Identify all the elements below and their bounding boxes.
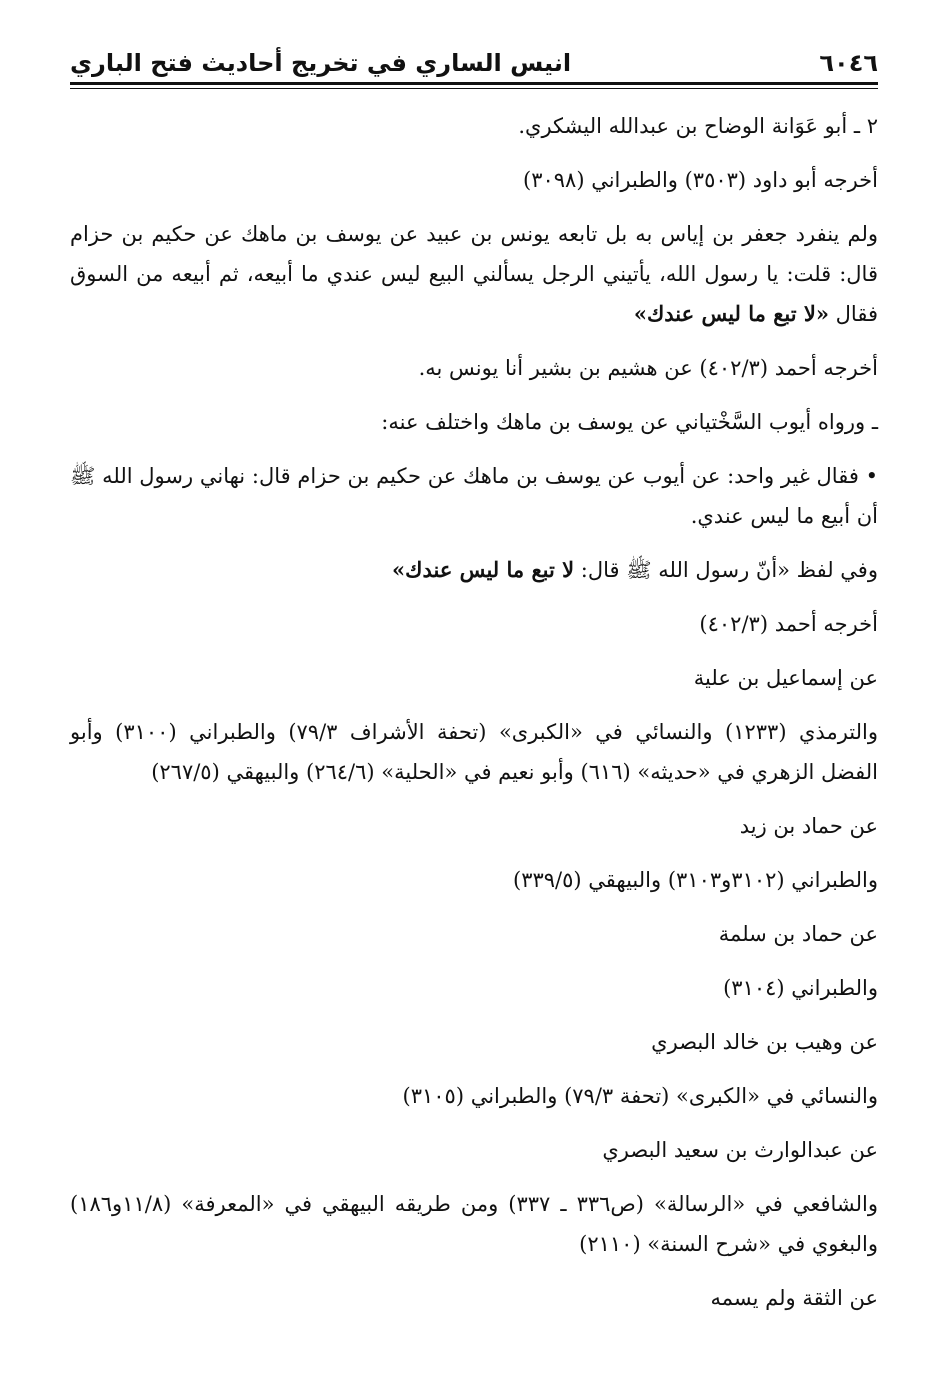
hadith-quote: لا تبع ما ليس عندك» [392, 557, 575, 582]
paragraph: عن الثقة ولم يسمه [710, 1286, 878, 1310]
header-rule-thick [70, 82, 878, 85]
paragraph: عن عبدالوارث بن سعيد البصري [602, 1138, 878, 1162]
header-rule-thin [70, 88, 878, 89]
paragraph: عن إسماعيل بن علية [693, 666, 878, 690]
paragraph: عن حماد بن زيد [739, 814, 878, 838]
paragraph [70, 550, 878, 590]
paragraph: عن حماد بن سلمة [718, 922, 878, 946]
page-number: ٦٠٤٦ [819, 49, 878, 77]
paragraph: ـ ورواه أيوب السَّخْتياني عن يوسف بن ماهك واختلف عنه: [381, 410, 878, 434]
paragraph: والترمذي (١٢٣٣) والنسائي في «الكبرى» (تحفة الأشراف ٧٩/٣) والطبراني (٣١٠٠) وأبو الفضل الزهري في «حديثه» (٦١٦) وأبو نعيم في «الحلية» (٢٦٤/٦) والبيهقي (٢٦٧/٥) [70, 720, 878, 784]
paragraph: عن وهيب بن خالد البصري [651, 1030, 878, 1054]
paragraph: ٢ ـ أبو عَوَانة الوضاح بن عبدالله اليشكري. [518, 114, 878, 138]
paragraph [70, 214, 878, 334]
paragraph: والشافعي في «الرسالة» (ص٣٣٦ ـ ٣٣٧) ومن طريقه البيهقي في «المعرفة» (١١/٨و١٨٦) والبغوي في «شرح السنة» (٢١١٠) [70, 1192, 878, 1256]
paragraph: أخرجه أبو داود (٣٥٠٣) والطبراني (٣٠٩٨) [523, 168, 878, 192]
paragraph: أخرجه أحمد (٤٠٢/٣) [699, 612, 878, 636]
running-title: انيس الساري في تخريج أحاديث فتح الباري [70, 49, 572, 77]
paragraph: أخرجه أحمد (٤٠٢/٣) عن هشيم بن بشير أنا يونس به. [418, 356, 878, 380]
paragraph-text: ولم ينفرد جعفر بن إياس به بل تابعه يونس بن عبيد عن يوسف بن ماهك عن حكيم بن حزام قال: قلت: يا رسول الله، يأتيني الرجل يسألني البيع ليس عندي ما أبيعه، ثم أبيعه من السوق فقال [70, 222, 878, 326]
running-header [70, 44, 878, 82]
paragraph: • فقال غير واحد: عن أيوب عن يوسف بن ماهك عن حكيم بن حزام قال: نهاني رسول الله ﷺ أن أبيع ما ليس عندي. [70, 464, 878, 528]
paragraph: والطبراني (٣١٠٤) [723, 976, 878, 1000]
hadith-quote: «لا تبع ما ليس عندك» [633, 301, 829, 326]
body-text [70, 106, 878, 1332]
paragraph-text: وفي لفظ «أنّ رسول الله ﷺ قال: [574, 558, 878, 582]
paragraph: والنسائي في «الكبرى» (تحفة ٧٩/٣) والطبراني (٣١٠٥) [402, 1084, 878, 1108]
paragraph: والطبراني (٣١٠٢و٣١٠٣) والبيهقي (٣٣٩/٥) [513, 868, 878, 892]
